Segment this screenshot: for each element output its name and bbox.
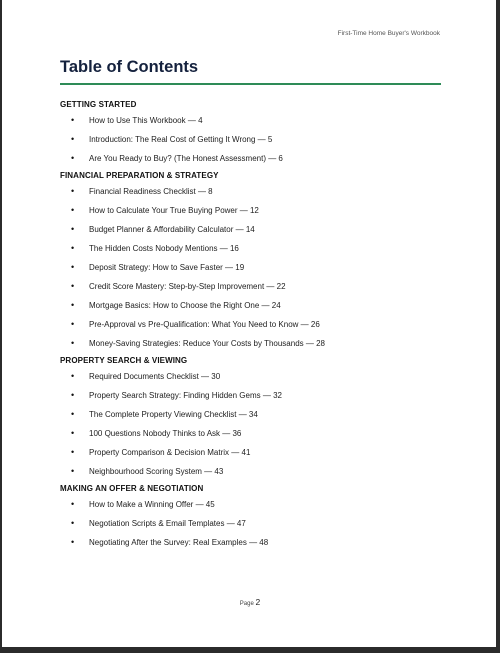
toc-entry-label: Financial Readiness Checklist — 8 — [89, 187, 213, 196]
toc-entry-label: Property Comparison & Decision Matrix — 41 — [89, 448, 251, 457]
toc-entry-label: Budget Planner & Affordability Calculator — 14 — [89, 225, 255, 234]
toc-entry-label: How to Use This Workbook — 4 — [89, 116, 203, 125]
toc-entry[interactable] — [60, 201, 445, 220]
toc-entry[interactable] — [60, 220, 445, 239]
toc-entry[interactable] — [60, 182, 445, 201]
toc-entry-label: Are You Ready to Buy? (The Honest Assessment) — 6 — [89, 154, 283, 163]
bullet-icon: • — [71, 428, 75, 438]
bullet-icon: • — [71, 262, 75, 272]
toc-entry-label: 100 Questions Nobody Thinks to Ask — 36 — [89, 429, 242, 438]
toc-entry[interactable] — [60, 443, 445, 462]
toc-entry-label: Money-Saving Strategies: Reduce Your Costs by Thousands — 28 — [89, 339, 325, 348]
toc-entry[interactable] — [60, 111, 445, 130]
section-heading: FINANCIAL PREPARATION & STRATEGY — [60, 171, 219, 180]
bullet-icon: • — [71, 338, 75, 348]
bullet-icon: • — [71, 134, 75, 144]
table-of-contents — [60, 97, 445, 552]
page-footer — [2, 597, 498, 607]
section-entries — [60, 111, 445, 168]
running-header: First-Time Home Buyer's Workbook — [337, 30, 440, 37]
toc-entry-label: Mortgage Basics: How to Choose the Right One — 24 — [89, 301, 281, 310]
bullet-icon: • — [71, 371, 75, 381]
page-title: Table of Contents — [60, 58, 199, 76]
toc-entry[interactable] — [60, 315, 445, 334]
bullet-icon: • — [71, 243, 75, 253]
toc-entry-label: How to Calculate Your True Buying Power — 12 — [89, 206, 259, 215]
toc-entry[interactable] — [60, 462, 445, 481]
toc-entry-label: How to Make a Winning Offer — 45 — [89, 500, 215, 509]
toc-entry-label: Negotiating After the Survey: Real Examples — 48 — [89, 538, 269, 547]
bullet-icon: • — [71, 537, 75, 547]
toc-entry[interactable] — [60, 277, 445, 296]
toc-entry[interactable] — [60, 258, 445, 277]
section-entries — [60, 182, 445, 353]
bullet-icon: • — [71, 281, 75, 291]
bullet-icon: • — [71, 409, 75, 419]
toc-entry[interactable] — [60, 495, 445, 514]
toc-entry-label: Pre-Approval vs Pre-Qualification: What You Need to Know — 26 — [89, 320, 320, 329]
toc-entry[interactable] — [60, 405, 445, 424]
bullet-icon: • — [71, 518, 75, 528]
toc-entry-label: The Hidden Costs Nobody Mentions — 16 — [89, 244, 239, 253]
bullet-icon: • — [71, 499, 75, 509]
page-border-right — [496, 0, 500, 653]
bullet-icon: • — [71, 224, 75, 234]
toc-entry-label: Neighbourhood Scoring System — 43 — [89, 467, 224, 476]
toc-entry[interactable] — [60, 424, 445, 443]
page-number: 2 — [255, 597, 261, 607]
title-underline — [60, 83, 441, 85]
toc-entry[interactable] — [60, 239, 445, 258]
toc-entry-label: Required Documents Checklist — 30 — [89, 372, 221, 381]
toc-entry-label: The Complete Property Viewing Checklist — 34 — [89, 410, 258, 419]
document-page — [2, 0, 496, 647]
toc-entry-label: Property Search Strategy: Finding Hidden Gems — 32 — [89, 391, 282, 400]
bullet-icon: • — [71, 447, 75, 457]
toc-entry[interactable] — [60, 514, 445, 533]
section-entries — [60, 367, 445, 481]
bullet-icon: • — [71, 390, 75, 400]
bullet-icon: • — [71, 300, 75, 310]
toc-entry[interactable] — [60, 386, 445, 405]
bullet-icon: • — [71, 115, 75, 125]
toc-entry[interactable] — [60, 533, 445, 552]
section-heading: GETTING STARTED — [60, 100, 137, 109]
bullet-icon: • — [71, 319, 75, 329]
section-heading: MAKING AN OFFER & NEGOTIATION — [60, 484, 204, 493]
toc-entry[interactable] — [60, 367, 445, 386]
page-border-bottom — [0, 647, 500, 653]
toc-entry[interactable] — [60, 334, 445, 353]
section-entries — [60, 495, 445, 552]
toc-entry-label: Deposit Strategy: How to Save Faster — 19 — [89, 263, 245, 272]
bullet-icon: • — [71, 466, 75, 476]
section-heading: PROPERTY SEARCH & VIEWING — [60, 356, 188, 365]
bullet-icon: • — [71, 186, 75, 196]
bullet-icon: • — [71, 205, 75, 215]
page-label: Page — [239, 601, 254, 607]
toc-entry[interactable] — [60, 130, 445, 149]
toc-entry[interactable] — [60, 296, 445, 315]
toc-entry-label: Introduction: The Real Cost of Getting It Wrong — 5 — [89, 135, 273, 144]
toc-entry-label: Credit Score Mastery: Step-by-Step Improvement — 22 — [89, 282, 286, 291]
toc-entry[interactable] — [60, 149, 445, 168]
bullet-icon: • — [71, 153, 75, 163]
toc-entry-label: Negotiation Scripts & Email Templates — 47 — [89, 519, 246, 528]
